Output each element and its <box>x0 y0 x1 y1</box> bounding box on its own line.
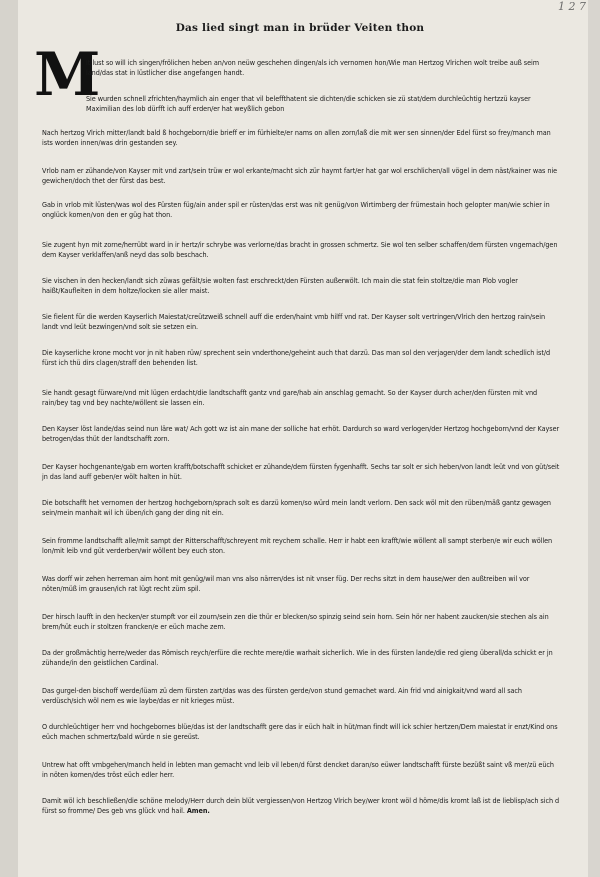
stanza-3: Nach hertzog Vlrich mitter/landt bald ß hochgeborn/die brieff er im fürhielte/er nams on allen zorn/laß die mit wer sen sinnen/der Edel fürst so frey/manch man ists worden innen/was drin gestanden sey. <box>42 128 551 147</box>
stanza-7: Sie vischen in den hecken/landt sich züwas gefält/sie wolten fast erschreckt/den Fürsten außerwölt. Ich main die stat fein stoltze/die man Plob vogler haißt/Kaufleiten in dem holtze/locken sie aller maist. <box>42 276 518 295</box>
marginalia-numbers: 1 2 7 <box>558 0 586 13</box>
stanza-2: Sie wurden schnell zfrichten/haymlich ain enger that vil beleffthatent sie dichten/die schicken sie zü stat/dem durchleüchtig hertzzü kayser Maximilian des lob dürfft ich auff erden/er hat weyßlich gebon <box>86 94 531 113</box>
stanza-11: Den Kayser löst lande/das seind nun läre wat/ Ach gott wz ist ain mane der solliche hat erhöt. Dardurch so ward verlogen/der Hertzog hochgeborn/vnd der Kayser betrogen/das thüt der landtschafft zorn. <box>42 424 560 443</box>
page-left-edge <box>0 0 18 877</box>
stanza-20: Untrew hat offt vmbgehen/manch held in lebten man gemacht vnd leib vil leben/d fürst dencket daran/so eüwer landtschafft fürste bezüßt saint vß mer/zü eüch in nöten komen/des tröst eüch edler herr. <box>42 760 554 779</box>
stanza-8: Sie fielent für die werden Kayserlich Maiestat/creützweiß schnell auff die erden/haint vmb hilff vnd rat. Der Kayser solt vertringen/Vlrich den hertzog rain/sein landt vnd leüt bezwingen/vnd solt sie setzen ein. <box>42 312 546 331</box>
stanza-17: Da der großmächtig herre/weder das Römisch reych/erfüre die rechte mere/die warhait sicherlich. Wie in des fürsten lande/die red gieng überall/da schickt er jn zühande/in den geistlichen Cardinal. <box>42 648 553 667</box>
stanza-14: Sein fromme landtschafft alle/mit sampt der Ritterschafft/schreyent mit reychem schalle. Herr ir habt een krafft/wie wöllent all sampt sterben/e wir euch wöllen lon/mit leib vnd güt verderben/wir wöllent bey euch ston. <box>42 536 553 555</box>
stanza-10: Sie handt gesagt fürware/vnd mit lügen erdacht/die landtschafft gantz vnd gare/hab ain anschlag gemacht. So der Kayser durch acher/den fürsten mit vnd rain/bey tag vnd bey nachte/wöllent sie lassen ein. <box>42 388 538 407</box>
page-right-edge <box>588 0 600 877</box>
stanza-9: Die kayserliche krone mocht vor jn nit haben rüw/ sprechent sein vnderthone/geheint auch that darzü. Das man sol den verjagen/der dem landt schedlich ist/d fürst ich thü dirs clagen/straff den behenden list. <box>42 348 551 367</box>
stanza-5: Gab in vrlob mit lüsten/was wol des Fürsten füg/ain ander spil er rüsten/das erst was nit genüg/von Wirtimberg der frümestain hoch gelopter man/wie schier in onglück komen/von den er güg hat thon. <box>42 200 550 219</box>
stanza-21-text: Damit wöl ich beschließen/die schöne melody/Herr durch dein blüt vergiessen/von Hertzog Vlrich bey/wer kront wöl d höme/dis kromt laß ist de lieblisp/ach sich d fürst so fromme/ Des geb vns glück vnd hail. <box>42 796 560 815</box>
decorative-initial: M <box>34 40 101 110</box>
stanza-16: Der hirsch laufft in den hecken/er stumpft vor eil zourn/sein zen die thür er blecken/so spinzig seind sein horn. Sein hör ner habent zaucken/sie stechen als ain brem/hüt euch ir stoltzen francken/e er eüch mache zem. <box>42 612 549 631</box>
page-title: Das lied singt man in brüder Veiten thon <box>175 22 425 34</box>
stanza-19: O durchleüchtiger herr vnd hochgebornes blüe/das ist der landtschafft gere das ir eüch halt in hüt/man findt will ick schier hertzen/Dem maiestat ir enzt/Kind ons eüch machen schmertz/bald würde n sie gereüst. <box>42 722 558 741</box>
amen-closing: Amen. <box>186 806 210 815</box>
stanza-21 <box>42 796 560 816</box>
stanza-12: Der Kayser hochgenante/gab ern worten krafft/botschafft schicket er zühande/dem fürsten fygenhafft. Sechs tar solt er sich heben/von landt leüt vnd von güt/seit jn das land auff geben/er wölt halten in hüt. <box>42 462 560 481</box>
stanza-4: Vrlob nam er zühande/von Kayser mit vnd zart/sein trüw er wol erkante/macht sich zür haymt fart/er hat gar wol erschlichen/all vögel in dem näst/kainer was nie gewichen/doch thet der fürst das best. <box>42 166 558 185</box>
stanza-6: Sie zugent hyn mit zorne/herrübt ward in ir hertz/ir schrybe was verlorne/das bracht in grossen schmertz. Sie wol ten selber schaffen/dem fürsten vngemach/gen dem Kayser verklaffen/anß neyd das solb beschach. <box>42 240 558 259</box>
stanza-15: Was dorff wir zehen herreman aim hont mit genüg/wil man vns also närren/des ist nit vnser füg. Der rechs sitzt in dem hause/wer den außtreiben wil vor nöten/müß im grausen/ich rat lügt recht züm spil. <box>42 574 530 593</box>
stanza-18: Das gurgel-den bischoff werde/lüam zü dem fürsten zart/das was des fürsten gerde/von stund gemachet ward. Ain frid vnd ainigkait/vnd ward all sach verdüsch/sich wöl nem es wie laybe/das er nit krieges müst. <box>42 686 522 705</box>
stanza-13: Die botschafft het vernomen der hertzog hochgeborn/sprach solt es darzü komen/so würd mein landt verlorn. Den sack wöl mit den rüben/mäß gantz gewagen sein/mein manhait wil ich üben/ich gang der ding nit ein. <box>42 498 551 517</box>
stanza-1: It lust so will ich singen/frölichen heben an/von neüw geschehen dingen/als ich vernomen hon/Wie man Hertzog Vlrichen wolt treibe auß seim land/das stat in lüstlicher dise angefangen handt. <box>86 58 540 77</box>
